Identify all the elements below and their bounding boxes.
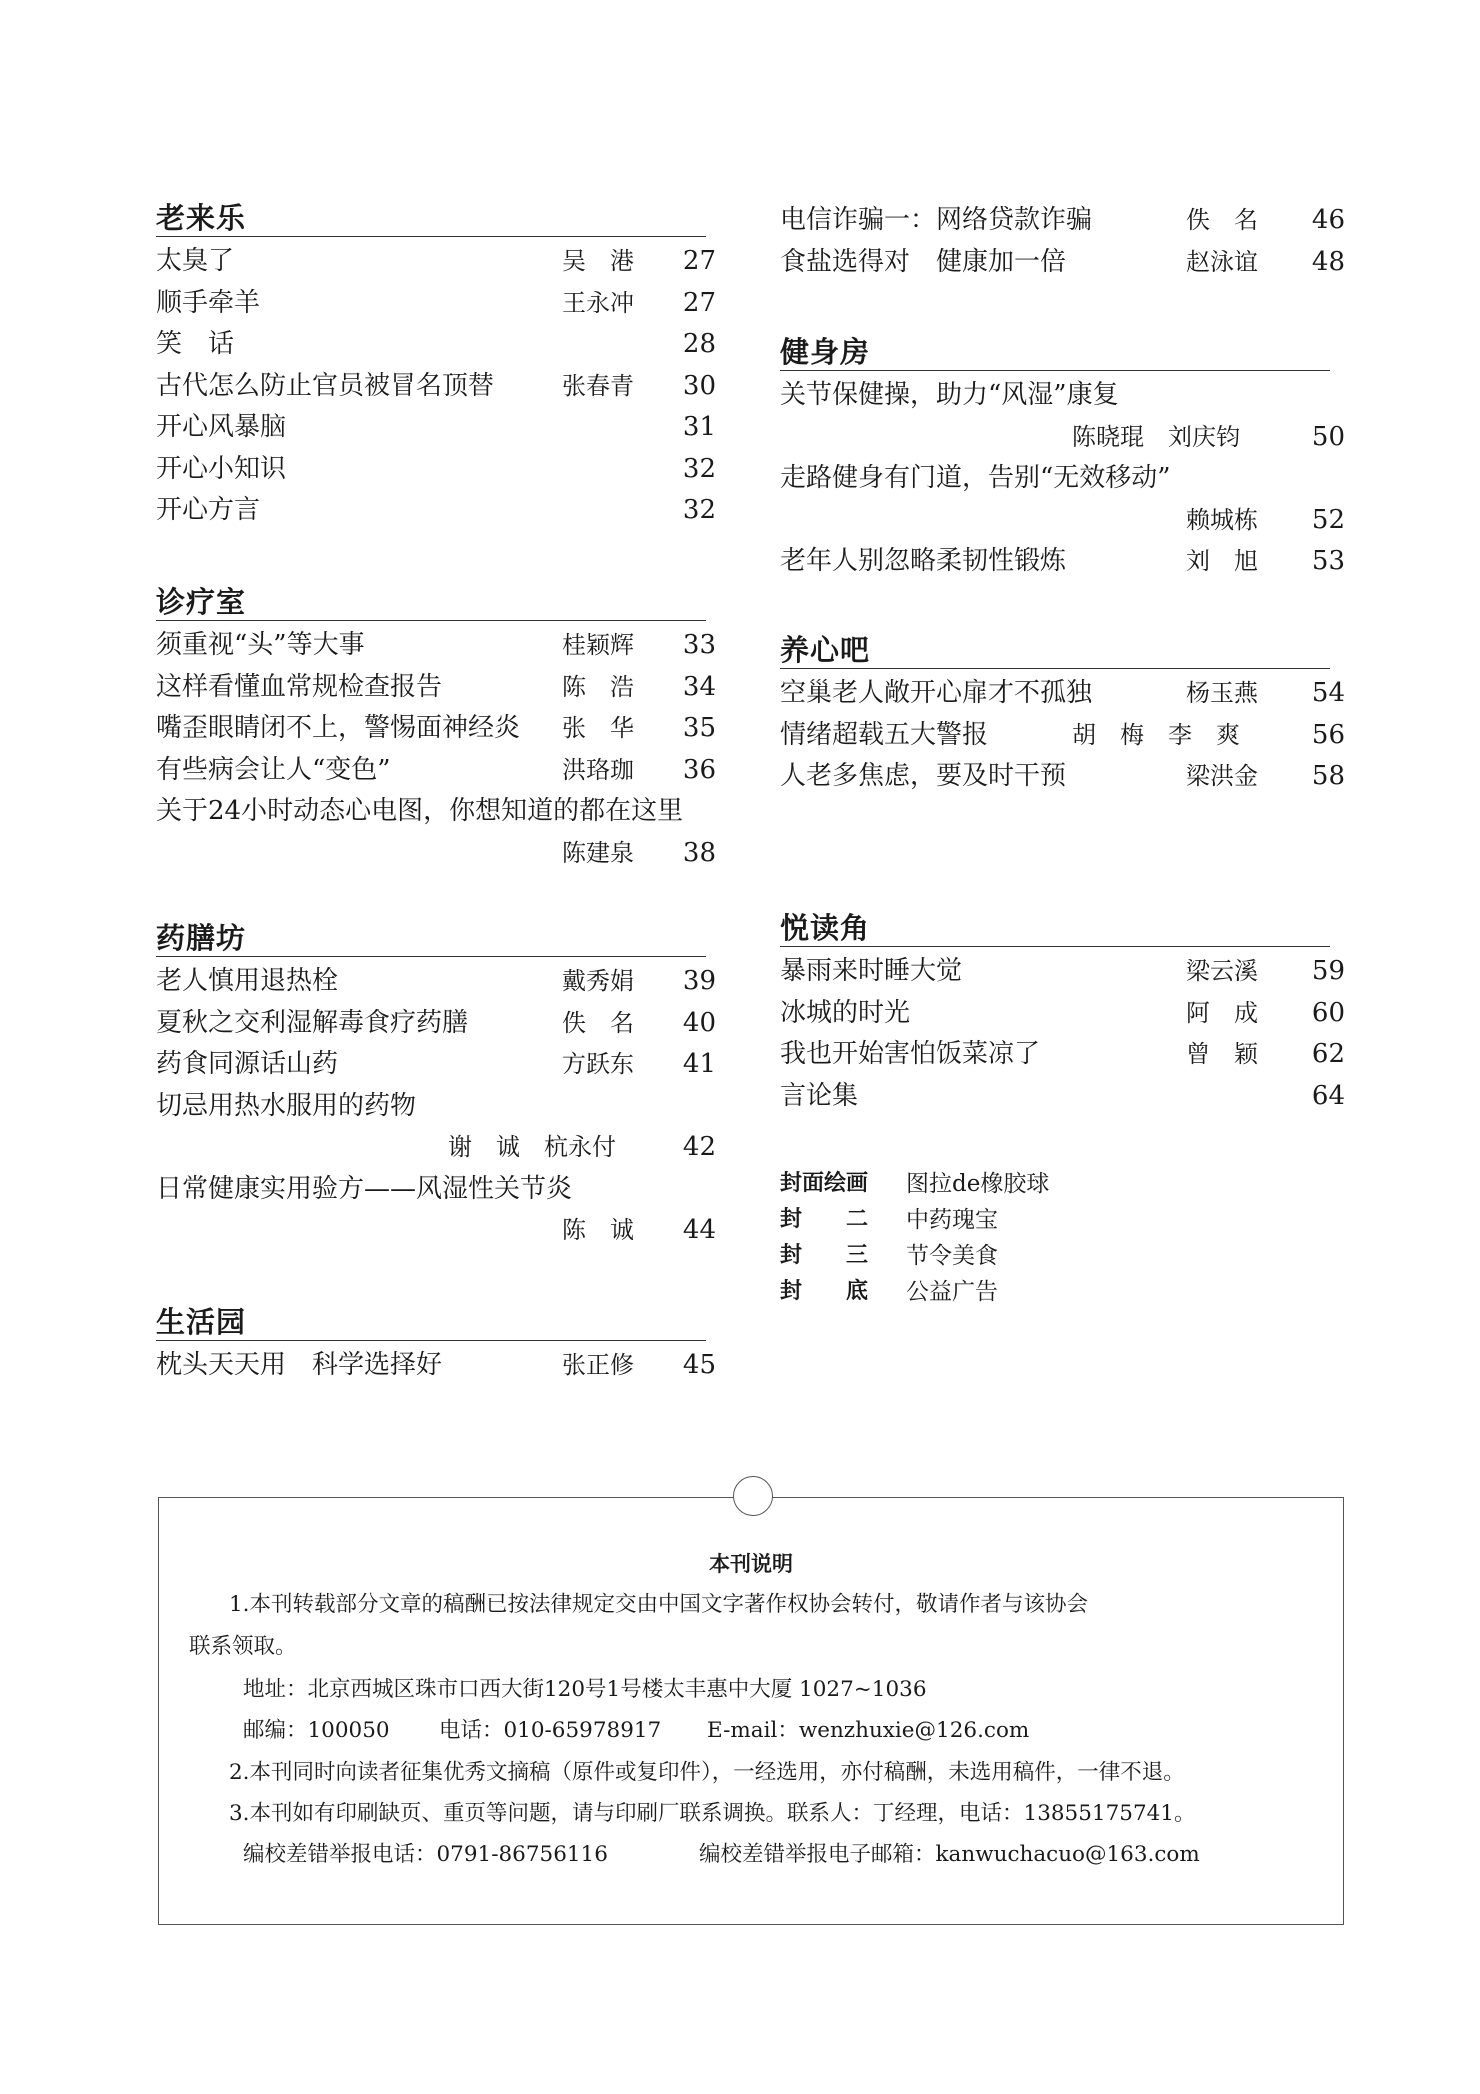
toc-entry-page: 53	[1311, 546, 1345, 576]
toc-entry[interactable]	[156, 1003, 716, 1045]
toc-entry-page: 46	[1311, 205, 1345, 235]
toc-entry-title: 笑 话	[156, 329, 235, 359]
toc-section-zhenliaoshi	[156, 584, 716, 874]
toc-entry[interactable]	[156, 833, 716, 875]
toc-entry[interactable]	[156, 625, 716, 667]
toc-entry-page: 28	[682, 329, 716, 359]
toc-entry-title: 开心小知识	[156, 453, 287, 484]
toc-entry-page: 41	[682, 1049, 716, 1079]
toc-entry-page: 56	[1311, 719, 1345, 750]
toc-entry-title: 须重视“头”等大事	[156, 630, 365, 660]
toc-entry-title: 关于24小时动态心电图，你想知道的都在这里	[156, 796, 684, 826]
notice-report-phone: 编校差错举报电话：0791-86756116	[243, 1842, 608, 1867]
toc-entry-page: 59	[1311, 956, 1345, 986]
toc-entry-title: 药食同源话山药	[156, 1049, 339, 1079]
toc-entry-page: 32	[682, 495, 716, 525]
cover-credits	[780, 1166, 1345, 1310]
section-heading: 诊疗室	[156, 584, 706, 621]
toc-section-yaoshanfang	[156, 920, 716, 1252]
toc-entry-title: 我也开始害怕饭菜凉了	[780, 1039, 1041, 1069]
toc-entry-title: 古代怎么防止官员被冒名顶替	[156, 370, 495, 401]
toc-entry[interactable]	[156, 449, 716, 491]
toc-entry-title: 日常健康实用验方——风湿性关节炎	[156, 1173, 573, 1204]
toc-entry-author: 方跃东	[562, 1050, 634, 1078]
toc-entry[interactable]	[156, 1210, 716, 1252]
toc-entry-author: 胡 梅 李 爽	[1072, 720, 1240, 749]
toc-entry[interactable]	[156, 791, 716, 833]
toc-entry[interactable]	[156, 324, 716, 366]
toc-entry[interactable]	[780, 200, 1345, 242]
credit-label: 封面绘画	[780, 1171, 869, 1196]
credit-label: 封 二	[780, 1207, 869, 1232]
toc-entry-author: 赵泳谊	[1186, 247, 1258, 276]
toc-entry-author: 张 华	[562, 714, 634, 742]
toc-entry-page: 33	[682, 630, 716, 660]
toc-entry-title: 这样看懂血常规检查报告	[156, 671, 443, 702]
toc-entry-title: 人老多焦虑，要及时干预	[780, 761, 1067, 791]
toc-entry-author: 陈 浩	[562, 672, 634, 701]
toc-entry-page: 52	[1311, 504, 1345, 535]
toc-entry[interactable]	[780, 1076, 1345, 1118]
toc-entry[interactable]	[780, 951, 1345, 993]
credit-value: 公益广告	[906, 1279, 998, 1305]
section-heading: 老来乐	[156, 200, 706, 237]
toc-entry-author: 谢 诚 杭永付	[448, 1133, 616, 1161]
toc-entry[interactable]	[780, 417, 1345, 459]
toc-entry-author: 陈 诚	[562, 1216, 634, 1244]
toc-entry-title: 夏秋之交利湿解毒食疗药膳	[156, 1007, 469, 1038]
toc-entry-title: 暴雨来时睡大觉	[780, 956, 963, 986]
toc-entry-author: 梁云溪	[1186, 957, 1258, 985]
toc-entry-page: 60	[1311, 997, 1345, 1028]
toc-entry-page: 32	[682, 453, 716, 484]
toc-entry-page: 58	[1311, 761, 1345, 791]
notice-phone: 电话：010-65978917	[439, 1718, 662, 1743]
toc-entry-author: 桂颖辉	[562, 631, 634, 659]
toc-entry-author: 赖城栋	[1186, 505, 1258, 534]
toc-entry-author: 杨玉燕	[1186, 679, 1258, 707]
toc-entry[interactable]	[156, 283, 716, 325]
toc-section-laolaile	[156, 200, 716, 532]
section-heading: 药膳坊	[156, 920, 706, 957]
toc-entry-title: 食盐选得对 健康加一倍	[780, 246, 1067, 277]
toc-entry-page: 38	[682, 837, 716, 868]
toc-entry-page: 27	[682, 287, 716, 318]
toc-section-shenghuoyuan	[156, 1304, 716, 1387]
toc-entry[interactable]	[156, 366, 716, 408]
toc-entry[interactable]	[780, 1034, 1345, 1076]
toc-entry[interactable]	[156, 490, 716, 532]
toc-section-yueduijiao	[780, 910, 1345, 1117]
toc-entry-title: 言论集	[780, 1080, 859, 1111]
toc-entry[interactable]	[780, 375, 1345, 417]
toc-entry[interactable]	[780, 541, 1345, 583]
toc-entry-title: 太臭了	[156, 246, 235, 276]
toc-entry-author: 曾 颖	[1186, 1040, 1258, 1068]
toc-entry-title: 切忌用热水服用的药物	[156, 1090, 417, 1121]
toc-entry[interactable]	[156, 961, 716, 1003]
toc-entry-author: 张正修	[562, 1351, 634, 1379]
toc-entry[interactable]	[780, 500, 1345, 542]
credit-row	[780, 1274, 1345, 1310]
toc-entry[interactable]	[156, 750, 716, 792]
toc-entry-title: 走路健身有门道，告别“无效移动”	[780, 463, 1171, 493]
credit-value: 节令美食	[906, 1243, 998, 1269]
toc-entry-author: 佚 名	[562, 1008, 634, 1037]
toc-entry-author: 洪珞珈	[562, 755, 634, 784]
toc-entry-title: 空巢老人敞开心扉才不孤独	[780, 678, 1093, 708]
toc-entry-title: 开心风暴脑	[156, 412, 287, 442]
toc-entry-page: 62	[1311, 1039, 1345, 1069]
toc-entry-page: 64	[1311, 1080, 1345, 1111]
toc-entry[interactable]	[780, 673, 1345, 715]
credit-row	[780, 1166, 1345, 1202]
circle-ornament-icon	[733, 1476, 773, 1516]
section-heading: 生活园	[156, 1304, 706, 1341]
credit-label: 封 三	[780, 1243, 869, 1268]
toc-entry[interactable]	[156, 1086, 716, 1128]
toc-entry-author: 吴 港	[562, 247, 634, 275]
toc-entry[interactable]	[780, 242, 1345, 284]
toc-entry-author: 王永冲	[562, 288, 634, 317]
toc-entry[interactable]	[156, 1044, 716, 1086]
toc-entry-page: 30	[682, 370, 716, 401]
toc-entry[interactable]	[780, 458, 1345, 500]
toc-entry-title: 关节保健操，助力“风湿”康复	[780, 380, 1119, 410]
toc-entry-title: 情绪超载五大警报	[780, 719, 989, 750]
notice-address: 地址：北京西城区珠市口西大街120号1号楼太丰惠中大厦 1027~1036	[243, 1677, 927, 1702]
notice-email: E-mail：wenzhuxie@126.com	[707, 1718, 1030, 1743]
toc-entry-page: 45	[682, 1350, 716, 1380]
publication-notice-box	[158, 1497, 1344, 1925]
toc-entry-title: 老人慎用退热栓	[156, 966, 339, 996]
toc-section-yangxinba	[780, 632, 1345, 798]
section-heading: 养心吧	[780, 632, 1330, 669]
toc-entry[interactable]	[780, 993, 1345, 1035]
notice-line-2: 2.本刊同时向读者征集优秀文摘稿（原件或复印件），一经选用，亦付稿酬，未选用稿件，一律不退。	[229, 1760, 1185, 1785]
toc-entry-page: 50	[1311, 421, 1345, 452]
notice-report-email: 编校差错举报电子邮箱：kanwuchacuo@163.com	[699, 1842, 1200, 1867]
toc-entry[interactable]	[156, 1127, 716, 1169]
toc-entry-page: 27	[682, 246, 716, 276]
toc-entry-page: 40	[682, 1007, 716, 1038]
toc-entry-page: 42	[682, 1132, 716, 1162]
credit-value: 图拉de橡胶球	[906, 1171, 1050, 1197]
toc-entry[interactable]	[780, 715, 1345, 757]
toc-entry-title: 开心方言	[156, 495, 261, 525]
notice-line-1b: 联系领取。	[189, 1634, 297, 1659]
notice-line-3: 3.本刊如有印刷缺页、重页等问题，请与印刷厂联系调换。联系人：丁经理，电话：13855175741。	[229, 1801, 1196, 1826]
notice-line-1: 1.本刊转载部分文章的稿酬已按法律规定交由中国文字著作权协会转付，敬请作者与该协会	[229, 1592, 1089, 1617]
credit-label: 封 底	[780, 1279, 869, 1304]
credit-row	[780, 1202, 1345, 1238]
toc-entry-author: 陈建泉	[562, 838, 634, 867]
toc-continued-items	[780, 200, 1345, 283]
toc-entry-title: 顺手牵羊	[156, 287, 261, 318]
toc-entry[interactable]	[156, 1345, 716, 1387]
toc-entry-page: 34	[682, 671, 716, 702]
toc-entry-page: 54	[1311, 678, 1345, 708]
toc-entry-title: 老年人别忽略柔韧性锻炼	[780, 546, 1067, 576]
toc-section-jianshenfang	[780, 334, 1345, 583]
toc-entry-page: 36	[682, 754, 716, 785]
toc-entry-page: 39	[682, 966, 716, 996]
section-heading: 健身房	[780, 334, 1330, 371]
toc-entry[interactable]	[156, 1169, 716, 1211]
toc-entry-author: 梁洪金	[1186, 762, 1258, 790]
toc-entry-author: 佚 名	[1186, 206, 1258, 234]
toc-entry-title: 冰城的时光	[780, 997, 911, 1028]
toc-entry[interactable]	[156, 667, 716, 709]
toc-entry-author: 刘 旭	[1186, 547, 1258, 575]
toc-entry[interactable]	[156, 708, 716, 750]
toc-entry-title: 电信诈骗一：网络贷款诈骗	[780, 205, 1093, 235]
credit-row	[780, 1238, 1345, 1274]
toc-entry-page: 31	[682, 412, 716, 442]
toc-entry[interactable]	[780, 756, 1345, 798]
toc-entry-title: 嘴歪眼睛闭不上，警惕面神经炎	[156, 713, 521, 743]
toc-entry-author: 戴秀娟	[562, 967, 634, 995]
toc-entry-title: 枕头天天用 科学选择好	[156, 1350, 443, 1380]
toc-entry-author: 阿 成	[1186, 998, 1258, 1027]
toc-entry-page: 48	[1311, 246, 1345, 277]
credit-value: 中药瑰宝	[906, 1207, 998, 1233]
notice-postcode: 邮编：100050	[243, 1718, 390, 1743]
toc-entry[interactable]	[156, 241, 716, 283]
section-heading: 悦读角	[780, 910, 1330, 947]
toc-entry-author: 陈晓琨 刘庆钧	[1072, 422, 1240, 451]
toc-entry-author: 张春青	[562, 371, 634, 400]
notice-title: 本刊说明	[709, 1552, 793, 1576]
toc-entry[interactable]	[156, 407, 716, 449]
toc-entry-title: 有些病会让人“变色”	[156, 754, 391, 785]
toc-entry-page: 44	[682, 1215, 716, 1245]
toc-entry-page: 35	[682, 713, 716, 743]
